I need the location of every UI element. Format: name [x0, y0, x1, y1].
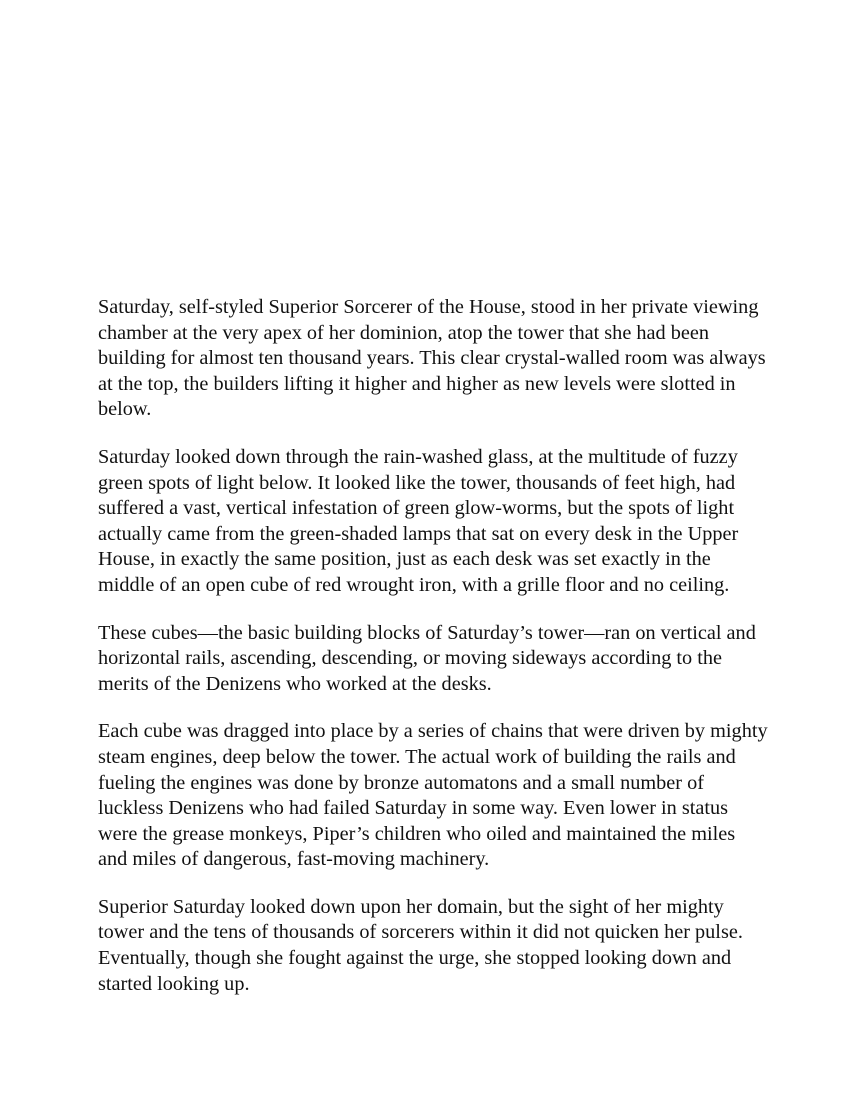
paragraph-4: Each cube was dragged into place by a series of chains that were driven by mighty steam engines, deep below the tower. The actual work of building the rails and fueling the engines was done by bronze automatons and a small number of luckless Denizens who had failed Saturday in some way. Even lower in status were the grease monkeys, Piper’s children who oiled and maintained the miles and miles of dangerous, fast-moving machinery.: [98, 720, 768, 871]
body-text: [98, 295, 768, 997]
paragraph-5: Superior Saturday looked down upon her domain, but the sight of her mighty tower and the tens of thousands of sorcerers within it did not quicken her pulse. Eventually, though she fought against the urge, she stopped looking down and started looking up.: [98, 895, 743, 995]
paragraph-2: Saturday looked down through the rain-washed glass, at the multitude of fuzzy green spots of light below. It looked like the tower, thousands of feet high, had suffered a vast, vertical infestation of green glow-worms, but the spots of light actually came from the green-shaded lamps that sat on every desk in the Upper House, in exactly the same position, just as each desk was set exactly in the middle of an open cube of red wrought iron, with a grille floor and no ceiling.: [98, 445, 739, 596]
paragraph-1: Saturday, self-styled Superior Sorcerer of the House, stood in her private viewing chamber at the very apex of her dominion, atop the tower that she had been building for almost ten thousand years. This clear crystal-walled room was always at the top, the builders lifting it higher and higher as new levels were slotted in below.: [98, 296, 766, 421]
paragraph-3: These cubes—the basic building blocks of Saturday’s tower—ran on vertical and horizontal rails, ascending, descending, or moving sideways according to the merits of the Denizens who worked at the desks.: [98, 621, 756, 695]
